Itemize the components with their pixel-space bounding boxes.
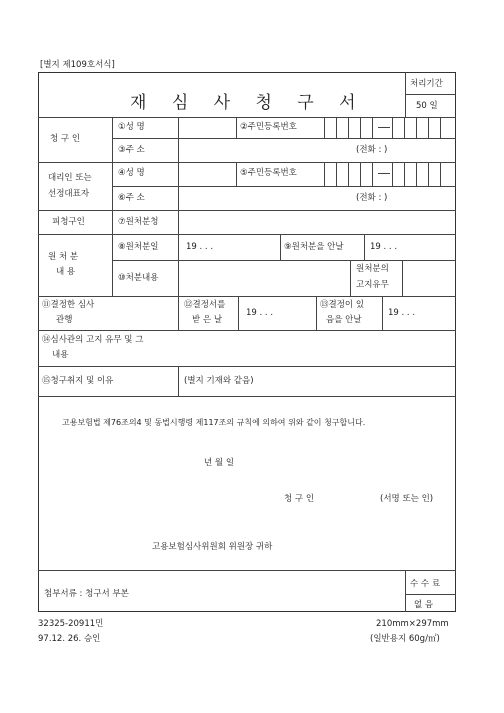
signature-label: 청 구 인 [284, 494, 315, 504]
claimant-section-label: 청 구 인 [50, 134, 81, 144]
original-notice-field[interactable]: 19 . . . [370, 242, 398, 252]
decision-agency-label-1: ⑪결정한 심사 [42, 300, 95, 310]
rule [316, 296, 317, 330]
decision-known-field[interactable]: 19 . . . [388, 308, 416, 318]
decision-received-label-2: 받 은 날 [192, 315, 223, 325]
rule [350, 260, 351, 296]
agent-rrn-field[interactable] [325, 163, 455, 185]
footer-approval: 97.12. 26. 승인 [38, 634, 101, 644]
rule [178, 296, 179, 330]
claimant-rrn-field[interactable] [325, 118, 455, 137]
rule [236, 117, 237, 138]
decision-received-field[interactable]: 19 . . . [246, 308, 274, 318]
original-notified-label-1: 원처분의 [356, 264, 389, 274]
fee-value: 없 음 [414, 600, 434, 610]
claimant-name-field[interactable] [179, 118, 235, 137]
rule [405, 570, 406, 612]
decision-received-label-1: ⑫결정서를 [184, 300, 226, 310]
original-content-field[interactable] [179, 261, 349, 295]
decision-known-label-2: 음을 안날 [326, 315, 362, 325]
claimant-address-field[interactable] [179, 139, 339, 161]
rule [405, 72, 406, 117]
claimant-phone: (전화 : ) [356, 145, 388, 155]
rule [238, 296, 239, 330]
rule [382, 296, 383, 330]
original-date-label: ⑧원처분일 [118, 242, 159, 252]
rule [280, 234, 281, 260]
rule [405, 594, 456, 595]
rule [38, 234, 456, 235]
agent-address-field[interactable] [179, 187, 339, 209]
original-section-label-1: 원 처 분 [48, 252, 79, 262]
claimant-rrn-label: ②주민등록번호 [240, 122, 297, 132]
rule [38, 570, 456, 571]
examiner-notice-label-1: ⑭심사관의 고지 유무 및 그 [42, 335, 144, 345]
claimant-name-label: ①성 명 [118, 122, 145, 132]
original-notified-field[interactable] [403, 261, 455, 295]
signature-note[interactable]: (서명 또는 인) [380, 494, 434, 504]
decision-known-label-1: ⑬결정이 있 [320, 300, 365, 310]
agent-section-label-2: 선정대표자 [48, 189, 90, 199]
processing-period-label: 처리기간 [410, 79, 443, 89]
statement-text: 고용보험법 제76조의4 및 동법시행령 제117조의 규칙에 의하여 위와 같이 청구합니다. [62, 418, 366, 427]
rule [236, 162, 237, 186]
agent-section-label-1: 대리인 또는 [48, 173, 92, 183]
attachments: 첨부서류 : 청구서 부본 [44, 589, 129, 599]
examiner-notice-field[interactable] [180, 331, 455, 365]
original-date-field[interactable]: 19 . . . [186, 242, 214, 252]
purpose-value: (별지 기재와 같음) [184, 376, 254, 386]
agent-name-label: ④성 명 [118, 168, 145, 178]
original-section-label-2: 내 용 [56, 267, 76, 277]
date-line[interactable]: 년 월 일 [204, 458, 235, 468]
rule [364, 234, 365, 260]
rule [112, 117, 113, 296]
agent-name-field[interactable] [179, 163, 235, 185]
footer-code: 32325-20911민 [38, 619, 104, 629]
form-title: 재 심 사 청 구 서 [130, 93, 366, 113]
rule [178, 366, 179, 396]
original-content-label: ⑩처분내용 [118, 273, 159, 283]
rule [405, 94, 456, 95]
rule [38, 396, 456, 397]
agent-phone: (전화 : ) [356, 193, 388, 203]
decision-agency-field[interactable] [113, 297, 177, 329]
respondent-agency-field[interactable] [179, 211, 455, 233]
respondent-section-label: 피청구인 [52, 217, 85, 227]
original-notified-label-2: 고지유무 [356, 280, 389, 290]
original-notice-label: ⑨원처분을 안날 [284, 242, 344, 252]
examiner-notice-label-2: 내용 [52, 350, 69, 360]
agent-address-label: ⑥주 소 [118, 193, 145, 203]
form-number: [별지 제109호서식] [40, 60, 115, 70]
rule [38, 296, 456, 297]
agent-rrn-label: ⑤주민등록번호 [240, 168, 297, 178]
footer-size: 210mm×297mm [376, 619, 449, 629]
rule [38, 366, 456, 367]
addressee: 고용보험심사위원회 위원장 귀하 [152, 542, 273, 552]
claimant-address-label: ③주 소 [118, 145, 145, 155]
respondent-agency-label: ⑦원처분청 [118, 217, 159, 227]
decision-agency-label-2: 관행 [56, 315, 73, 325]
processing-period-value: 50 일 [416, 101, 438, 111]
purpose-label: ⑮청구취지 및 이유 [42, 376, 114, 386]
footer-paper: (일반용지 60g/㎡) [370, 634, 440, 644]
fee-label: 수 수 료 [410, 579, 441, 589]
